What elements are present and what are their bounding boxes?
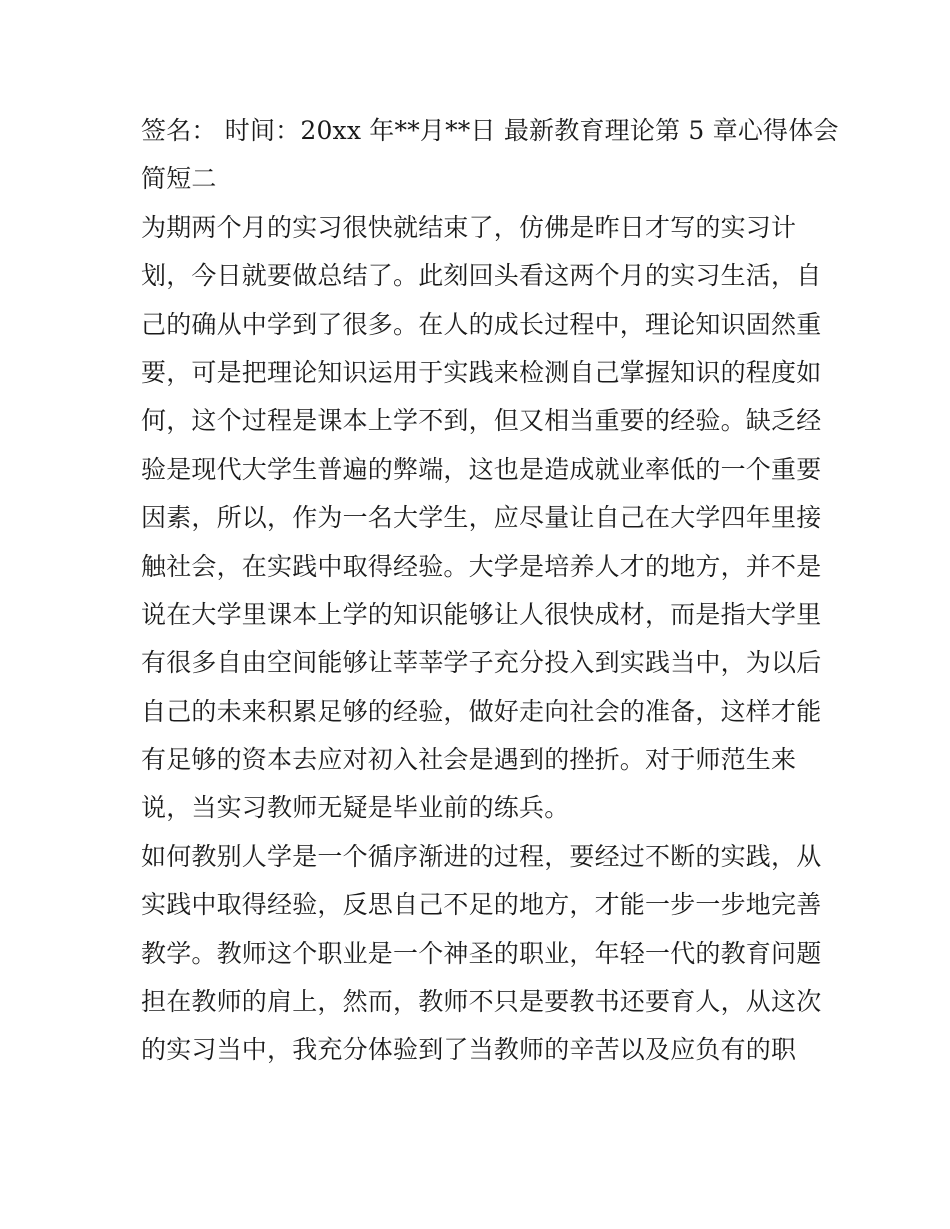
paragraph-line: 实践中取得经验，反思自己不足的地方，才能一步一步地完善: [141, 890, 822, 920]
paragraph-line: 触社会，在实践中取得经验。大学是培养人才的地方，并不是: [141, 551, 822, 581]
paragraph-line: 划，今日就要做总结了。此刻回头看这两个月的实习生活，自: [141, 261, 822, 291]
paragraph-line: 担在教师的肩上，然而，教师不只是要教书还要育人，从这次: [141, 987, 822, 1017]
paragraph-line: 说，当实习教师无疑是毕业前的练兵。: [141, 793, 570, 823]
paragraph-line: 验是现代大学生普遍的弊端，这也是造成就业率低的一个重要: [141, 454, 822, 484]
paragraph-line: 己的确从中学到了很多。在人的成长过程中，理论知识固然重: [141, 309, 822, 339]
paragraph-line: 为期两个月的实习很快就结束了，仿佛是昨日才写的实习计: [141, 212, 797, 242]
document-body: [141, 107, 839, 1075]
paragraph-line: 自己的未来积累足够的经验，做好走向社会的准备，这样才能: [141, 696, 822, 726]
title-continuation-line: 简短二: [141, 164, 217, 194]
paragraph-line: 如何教别人学是一个循序渐进的过程，要经过不断的实践，从: [141, 841, 822, 871]
paragraph-line: 有很多自由空间能够让莘莘学子充分投入到实践当中，为以后: [141, 648, 822, 678]
paragraph-line: 要，可是把理论知识运用于实践来检测自己掌握知识的程度如: [141, 357, 822, 387]
header-line: 签名： 时间：20xx 年**月**日 最新教育理论第 5 章心得体会: [141, 116, 839, 145]
paragraph-line: 何，这个过程是课本上学不到，但又相当重要的经验。缺乏经: [141, 406, 822, 436]
paragraph-line: 因素，所以，作为一名大学生，应尽量让自己在大学四年里接: [141, 503, 822, 533]
paragraph-line: 的实习当中，我充分体验到了当教师的辛苦以及应负有的职: [141, 1035, 797, 1065]
paragraph-line: 有足够的资本去应对初入社会是遇到的挫折。对于师范生来: [141, 745, 797, 775]
paragraph-line: 教学。教师这个职业是一个神圣的职业，年轻一代的教育问题: [141, 938, 822, 968]
paragraph-line: 说在大学里课本上学的知识能够让人很快成材，而是指大学里: [141, 599, 822, 629]
